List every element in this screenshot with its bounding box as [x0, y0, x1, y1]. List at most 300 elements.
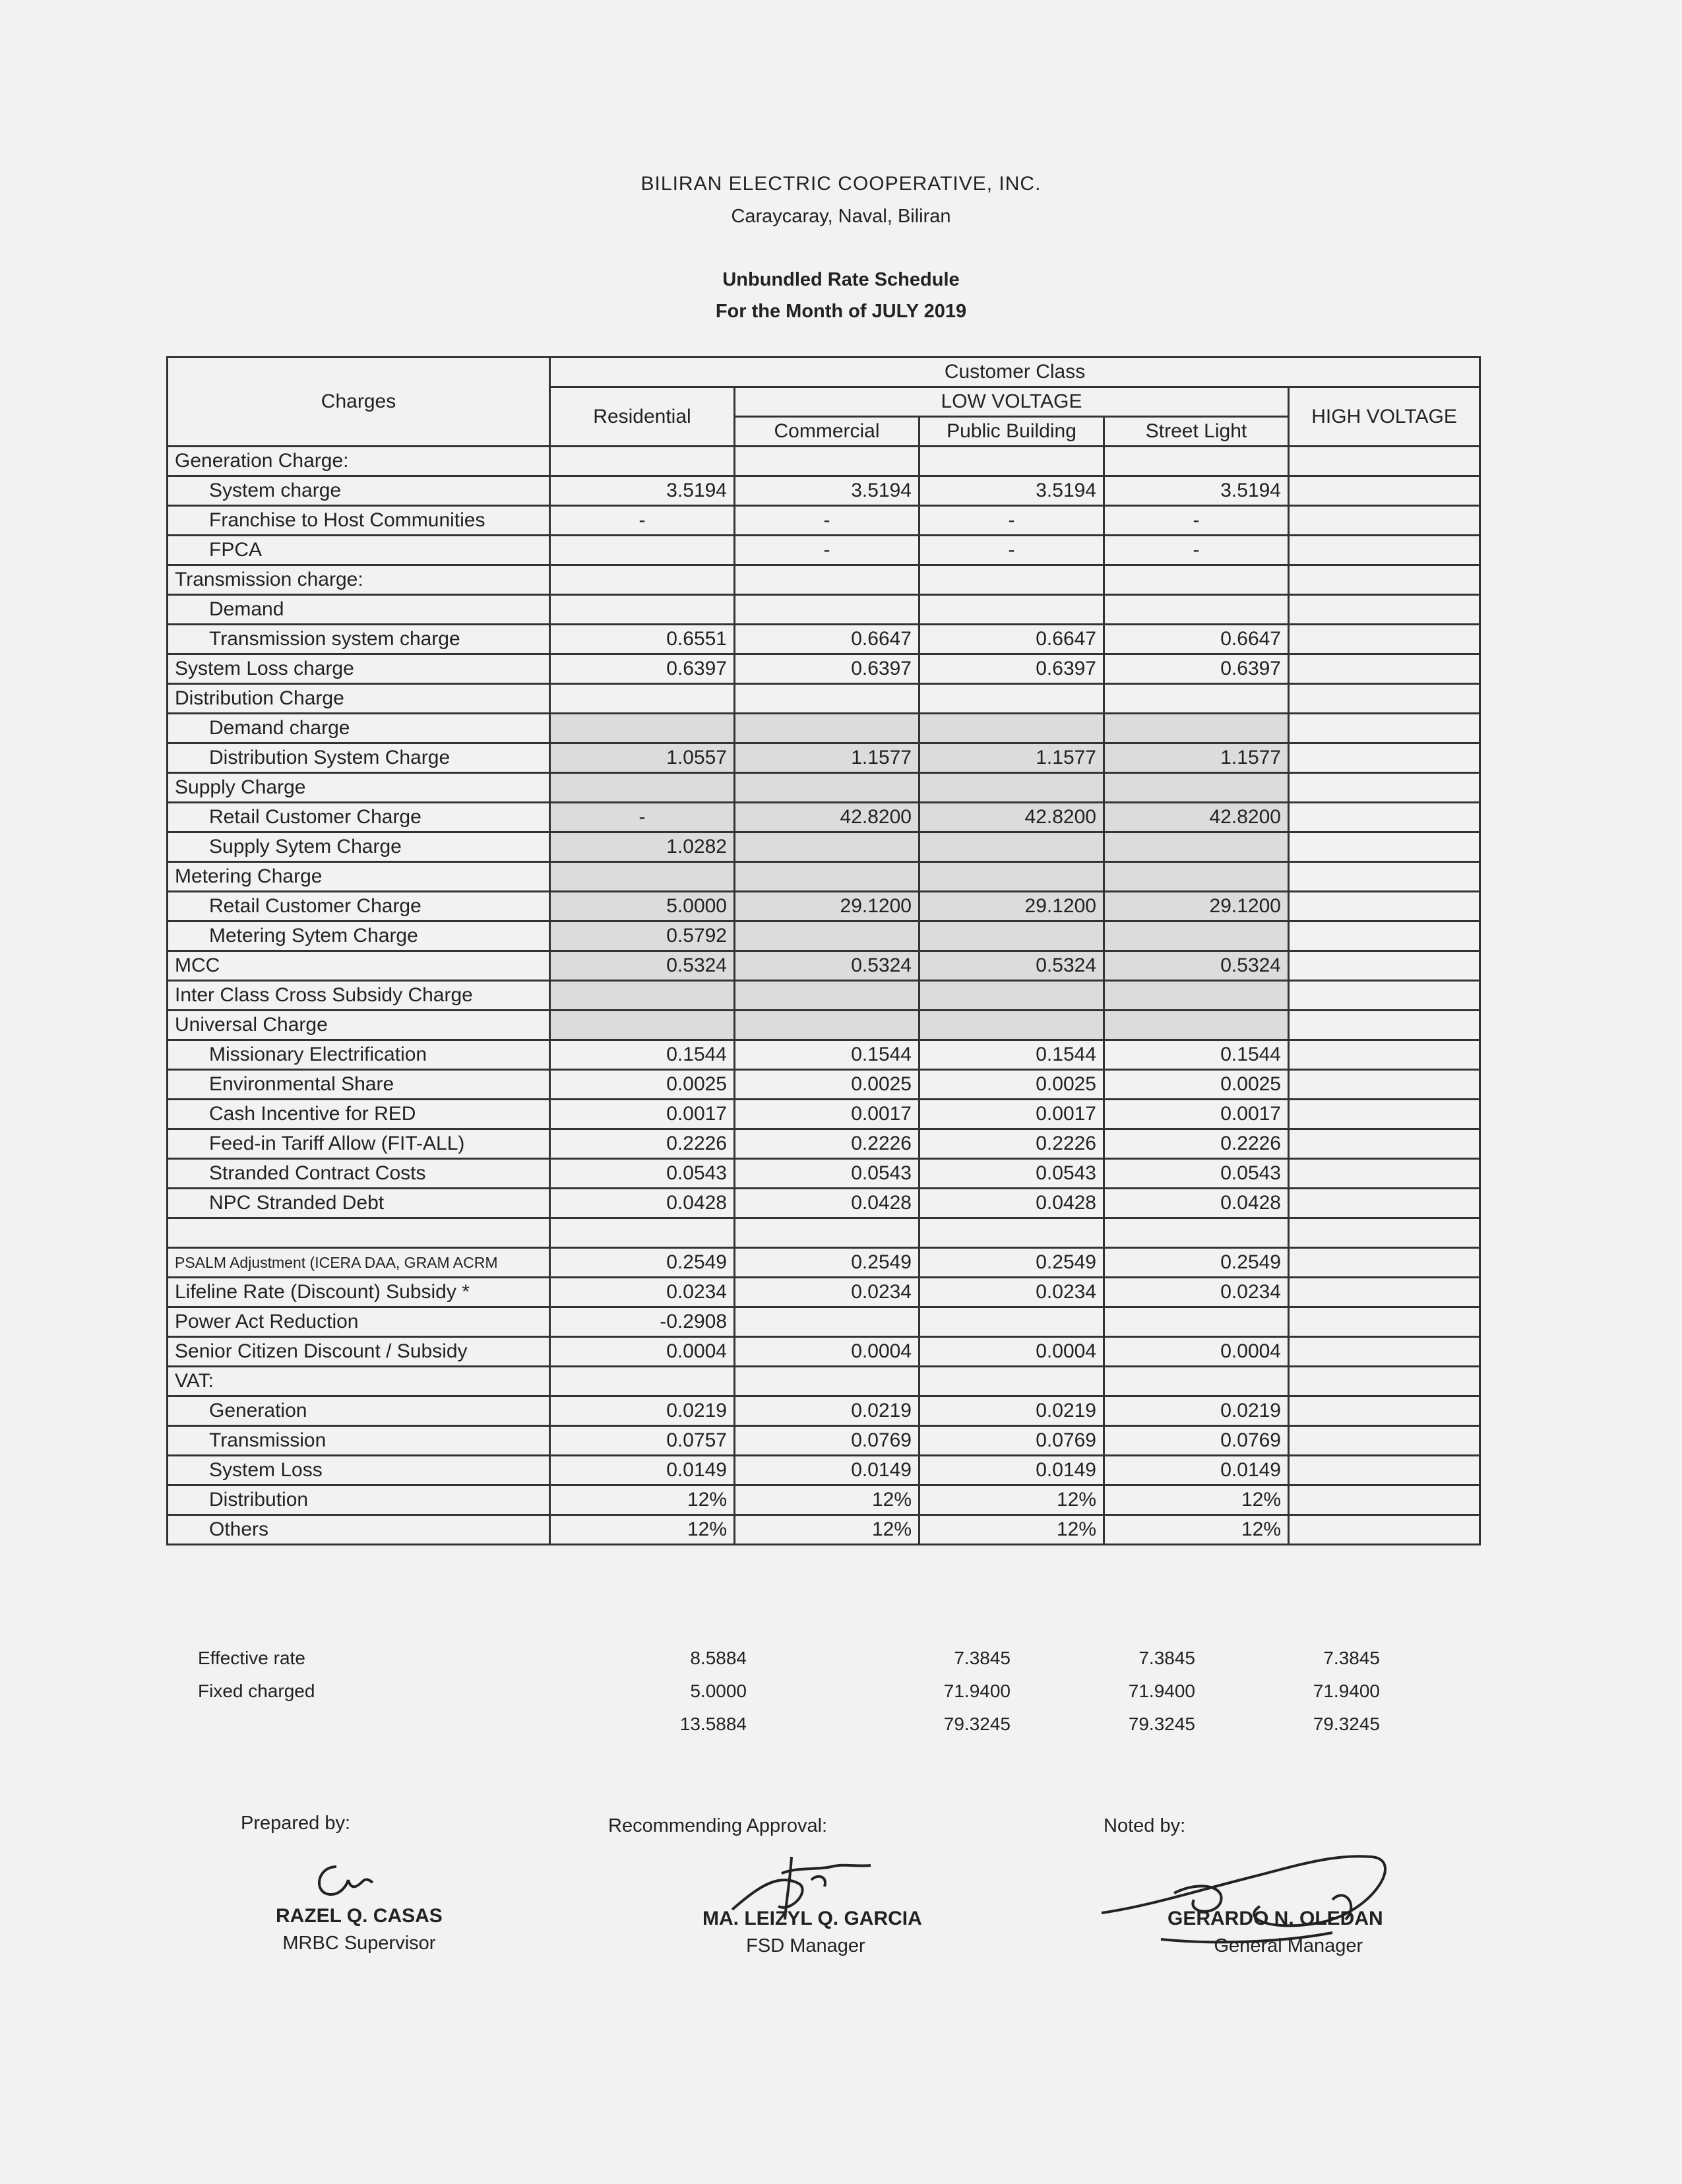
- rate-cell: 0.0543: [1104, 1159, 1289, 1189]
- charge-label: System charge: [168, 476, 550, 506]
- totals-section: [166, 1648, 1479, 1747]
- rate-cell: 0.0769: [1104, 1426, 1289, 1456]
- rate-cell: 1.0557: [550, 743, 735, 773]
- rate-cell: [550, 1011, 735, 1040]
- rate-cell: [1289, 447, 1480, 476]
- col-public-building: Public Building: [919, 417, 1104, 447]
- charge-label: Cash Incentive for RED: [168, 1100, 550, 1129]
- rate-cell: [735, 1218, 919, 1248]
- rate-cell: [1104, 447, 1289, 476]
- rate-cell: [735, 981, 919, 1011]
- charge-label: [168, 1218, 550, 1248]
- rate-cell: 0.0219: [550, 1396, 735, 1426]
- rate-cell: 0.6647: [735, 625, 919, 654]
- rate-cell: [919, 981, 1104, 1011]
- table-row: [168, 476, 1480, 506]
- rate-cell: 3.5194: [1104, 476, 1289, 506]
- charge-label: Metering Sytem Charge: [168, 921, 550, 951]
- rate-cell: 0.0543: [735, 1159, 919, 1189]
- rate-cell: [919, 921, 1104, 951]
- rate-cell: [550, 981, 735, 1011]
- rate-cell: [1289, 1248, 1480, 1278]
- rate-cell: [1104, 981, 1289, 1011]
- rate-cell: [1104, 684, 1289, 714]
- rate-cell: 5.0000: [550, 892, 735, 921]
- rate-cell: [919, 447, 1104, 476]
- signatory-position: FSD Manager: [746, 1935, 865, 1956]
- rate-cell: [1289, 1456, 1480, 1485]
- charge-label: Transmission system charge: [168, 625, 550, 654]
- rate-cell: [735, 565, 919, 595]
- rate-cell: [735, 832, 919, 862]
- signatory-position: General Manager: [1214, 1935, 1363, 1956]
- table-row: [168, 862, 1480, 892]
- table-row: [168, 1129, 1480, 1159]
- signatory-prepared: [241, 1813, 350, 1834]
- rate-cell: [550, 1367, 735, 1396]
- totals-value: 79.3245: [1128, 1714, 1195, 1734]
- charge-label: Environmental Share: [168, 1070, 550, 1100]
- table-row: [168, 1456, 1480, 1485]
- totals-label: Effective rate: [198, 1648, 305, 1668]
- rate-cell: -: [550, 803, 735, 832]
- rate-cell: -: [735, 506, 919, 536]
- charge-label: Power Act Reduction: [168, 1307, 550, 1337]
- rate-cell: [735, 921, 919, 951]
- charge-label: MCC: [168, 951, 550, 981]
- signatory-name: GERARDO N. OLEDAN: [1168, 1908, 1383, 1929]
- rate-cell: [735, 714, 919, 743]
- rate-cell: 1.0282: [550, 832, 735, 862]
- table-row: [168, 684, 1480, 714]
- rate-cell: 0.2549: [919, 1248, 1104, 1278]
- rate-cell: [1289, 625, 1480, 654]
- charge-label: Feed-in Tariff Allow (FIT-ALL): [168, 1129, 550, 1159]
- rate-cell: 0.0025: [919, 1070, 1104, 1100]
- rate-cell: 0.5324: [919, 951, 1104, 981]
- rate-cell: [1289, 1337, 1480, 1367]
- rate-cell: [1289, 476, 1480, 506]
- rate-cell: 0.2226: [1104, 1129, 1289, 1159]
- charge-label: PSALM Adjustment (ICERA DAA, GRAM ACRM: [168, 1248, 550, 1278]
- table-row: [168, 1396, 1480, 1426]
- table-row: [168, 565, 1480, 595]
- table-row: [168, 1485, 1480, 1515]
- rate-cell: [1289, 684, 1480, 714]
- col-high-voltage: HIGH VOLTAGE: [1289, 387, 1480, 447]
- rate-cell: [1104, 921, 1289, 951]
- rate-cell: 0.0004: [919, 1337, 1104, 1367]
- rate-cell: 0.2226: [735, 1129, 919, 1159]
- rate-cell: [1289, 654, 1480, 684]
- charge-label: Inter Class Cross Subsidy Charge: [168, 981, 550, 1011]
- totals-label: Fixed charged: [198, 1681, 315, 1701]
- rate-cell: 0.5324: [550, 951, 735, 981]
- rate-cell: [550, 714, 735, 743]
- charge-label: System Loss: [168, 1456, 550, 1485]
- table-row: [168, 1367, 1480, 1396]
- table-row: [168, 951, 1480, 981]
- rate-cell: [735, 1307, 919, 1337]
- rate-cell: [1289, 1070, 1480, 1100]
- rate-cell: [1289, 1189, 1480, 1218]
- col-commercial: Commercial: [735, 417, 919, 447]
- rate-cell: 0.6397: [919, 654, 1104, 684]
- table-row: [168, 921, 1480, 951]
- table-row: [168, 1159, 1480, 1189]
- rate-cell: [1289, 803, 1480, 832]
- table-row: [168, 1337, 1480, 1367]
- charge-label: Distribution System Charge: [168, 743, 550, 773]
- rate-cell: [1289, 536, 1480, 565]
- rate-cell: [550, 684, 735, 714]
- signatory-name: MA. LEIZYL Q. GARCIA: [702, 1908, 922, 1929]
- signatory-role: Recommending Approval:: [608, 1815, 828, 1836]
- rate-cell: 0.0543: [550, 1159, 735, 1189]
- rate-cell: 0.0234: [919, 1278, 1104, 1307]
- table-row: [168, 743, 1480, 773]
- totals-value: 71.9400: [1313, 1681, 1380, 1701]
- rate-cell: 1.1577: [735, 743, 919, 773]
- rate-cell: 0.0004: [735, 1337, 919, 1367]
- rate-cell: -: [1104, 506, 1289, 536]
- table-row: [168, 1100, 1480, 1129]
- customer-class-header: Customer Class: [550, 358, 1480, 387]
- rate-cell: [550, 1218, 735, 1248]
- totals-value: 8.5884: [690, 1648, 747, 1668]
- rate-cell: 0.0234: [1104, 1278, 1289, 1307]
- rate-cell: [919, 1011, 1104, 1040]
- charge-label: Lifeline Rate (Discount) Subsidy *: [168, 1278, 550, 1307]
- signatory-noted: [1104, 1815, 1185, 1837]
- rate-cell: 0.0025: [735, 1070, 919, 1100]
- org-address: Caraycaray, Naval, Biliran: [731, 206, 951, 227]
- rate-cell: 0.0017: [550, 1100, 735, 1129]
- rate-cell: 0.1544: [919, 1040, 1104, 1070]
- charge-label: Generation Charge:: [168, 447, 550, 476]
- rate-cell: [1289, 892, 1480, 921]
- signatory-role: Noted by:: [1104, 1815, 1186, 1836]
- rate-cell: [1289, 951, 1480, 981]
- rate-cell: [1289, 1011, 1480, 1040]
- rate-cell: [919, 684, 1104, 714]
- charge-label: Universal Charge: [168, 1011, 550, 1040]
- rate-cell: 1.1577: [1104, 743, 1289, 773]
- rate-cell: 0.0219: [735, 1396, 919, 1426]
- rate-cell: 0.0004: [1104, 1337, 1289, 1367]
- rate-cell: [1104, 1307, 1289, 1337]
- rate-cell: [1104, 862, 1289, 892]
- table-row: [168, 1248, 1480, 1278]
- rate-cell: [1104, 714, 1289, 743]
- rate-cell: [919, 595, 1104, 625]
- col-street-light: Street Light: [1104, 417, 1289, 447]
- rate-cell: [1289, 1367, 1480, 1396]
- rate-cell: 0.2549: [1104, 1248, 1289, 1278]
- signatory-prepared-name-block: [276, 1905, 443, 1954]
- totals-value: 79.3245: [1313, 1714, 1380, 1734]
- charge-label: Demand: [168, 595, 550, 625]
- rate-cell: [1289, 832, 1480, 862]
- rate-cell: [1289, 1396, 1480, 1426]
- rate-cell: 42.8200: [735, 803, 919, 832]
- table-row: [168, 447, 1480, 476]
- rate-cell: 0.0149: [1104, 1456, 1289, 1485]
- charge-label: Stranded Contract Costs: [168, 1159, 550, 1189]
- charge-label: FPCA: [168, 536, 550, 565]
- rate-cell: 0.1544: [1104, 1040, 1289, 1070]
- rate-cell: 0.5324: [735, 951, 919, 981]
- rate-cell: 0.0428: [1104, 1189, 1289, 1218]
- rate-cell: [1289, 981, 1480, 1011]
- rate-cell: [919, 1367, 1104, 1396]
- table-row: [168, 536, 1480, 565]
- totals-value: 7.3845: [954, 1648, 1011, 1668]
- table-row: [168, 1011, 1480, 1040]
- rate-cell: 0.1544: [735, 1040, 919, 1070]
- signature-casas-icon: [310, 1854, 383, 1906]
- rate-cell: 0.0025: [550, 1070, 735, 1100]
- rate-cell: 0.0428: [735, 1189, 919, 1218]
- rate-cell: 0.0543: [919, 1159, 1104, 1189]
- rate-cell: [1289, 1159, 1480, 1189]
- rate-cell: 0.2549: [735, 1248, 919, 1278]
- table-row: [168, 625, 1480, 654]
- rate-cell: 0.0769: [735, 1426, 919, 1456]
- rate-cell: 0.0025: [1104, 1070, 1289, 1100]
- rate-cell: [735, 1367, 919, 1396]
- charge-label: Distribution Charge: [168, 684, 550, 714]
- rate-cell: [550, 447, 735, 476]
- table-row: [168, 1307, 1480, 1337]
- table-row: [168, 773, 1480, 803]
- rate-cell: [1104, 773, 1289, 803]
- rate-cell: [1104, 595, 1289, 625]
- org-name: BILIRAN ELECTRIC COOPERATIVE, INC.: [640, 173, 1042, 195]
- table-row: [168, 595, 1480, 625]
- rate-cell: [550, 862, 735, 892]
- rate-cell: 0.0149: [735, 1456, 919, 1485]
- rate-cell: [919, 565, 1104, 595]
- rate-cell: [1289, 1100, 1480, 1129]
- rate-cell: [735, 447, 919, 476]
- charge-label: Distribution: [168, 1485, 550, 1515]
- rate-cell: [550, 773, 735, 803]
- rate-cell: 12%: [1104, 1515, 1289, 1545]
- rate-cell: [919, 773, 1104, 803]
- table-row: [168, 714, 1480, 743]
- rate-cell: 0.0234: [550, 1278, 735, 1307]
- rate-cell: 0.2549: [550, 1248, 735, 1278]
- rate-cell: 0.0149: [919, 1456, 1104, 1485]
- totals-row: [166, 1714, 1479, 1747]
- signatory-recommending: [608, 1815, 827, 1837]
- rate-table-body: [168, 447, 1480, 1545]
- rate-cell: [1289, 773, 1480, 803]
- rate-cell: 3.5194: [919, 476, 1104, 506]
- totals-value: 7.3845: [1323, 1648, 1380, 1668]
- rate-cell: 29.1200: [919, 892, 1104, 921]
- rate-cell: -: [919, 536, 1104, 565]
- table-row: [168, 832, 1480, 862]
- rate-cell: [919, 1307, 1104, 1337]
- rate-cell: 42.8200: [1104, 803, 1289, 832]
- rate-cell: [735, 862, 919, 892]
- rate-cell: [1289, 1129, 1480, 1159]
- table-row: [168, 1278, 1480, 1307]
- charge-label: Demand charge: [168, 714, 550, 743]
- col-residential: Residential: [550, 387, 735, 447]
- charge-label: Retail Customer Charge: [168, 892, 550, 921]
- charge-label: Others: [168, 1515, 550, 1545]
- charge-label: Generation: [168, 1396, 550, 1426]
- table-row: [168, 654, 1480, 684]
- charge-label: Missionary Electrification: [168, 1040, 550, 1070]
- rate-cell: [1289, 506, 1480, 536]
- rate-cell: 0.0428: [919, 1189, 1104, 1218]
- table-row: [168, 1218, 1480, 1248]
- table-row: [168, 892, 1480, 921]
- rate-cell: -: [735, 536, 919, 565]
- rate-cell: 0.2226: [919, 1129, 1104, 1159]
- rate-cell: 12%: [550, 1485, 735, 1515]
- rate-cell: [1104, 1218, 1289, 1248]
- rate-cell: 42.8200: [919, 803, 1104, 832]
- rate-cell: 0.0017: [735, 1100, 919, 1129]
- rate-cell: [919, 862, 1104, 892]
- rate-cell: -: [550, 506, 735, 536]
- signatory-role: Prepared by:: [241, 1813, 351, 1834]
- table-row: [168, 1070, 1480, 1100]
- doc-title: Unbundled Rate Schedule: [722, 269, 960, 290]
- rate-cell: 3.5194: [735, 476, 919, 506]
- table-row: [168, 981, 1480, 1011]
- charge-label: Supply Charge: [168, 773, 550, 803]
- rate-cell: [550, 536, 735, 565]
- rate-cell: 0.0017: [1104, 1100, 1289, 1129]
- signatory-position: MRBC Supervisor: [282, 1933, 436, 1954]
- charge-label: VAT:: [168, 1367, 550, 1396]
- rate-cell: 0.6647: [1104, 625, 1289, 654]
- totals-value: 79.3245: [943, 1714, 1011, 1734]
- rate-cell: 12%: [919, 1485, 1104, 1515]
- rate-cell: 0.0149: [550, 1456, 735, 1485]
- charge-label: System Loss charge: [168, 654, 550, 684]
- rate-cell: [919, 1218, 1104, 1248]
- totals-value: 5.0000: [690, 1681, 747, 1701]
- rate-cell: [735, 684, 919, 714]
- doc-month: For the Month of JULY 2019: [715, 301, 967, 322]
- rate-cell: 0.0017: [919, 1100, 1104, 1129]
- rate-cell: 12%: [735, 1485, 919, 1515]
- totals-value: 71.9400: [1128, 1681, 1195, 1701]
- rate-cell: -: [1104, 536, 1289, 565]
- charge-label: Metering Charge: [168, 862, 550, 892]
- charges-header: Charges: [168, 358, 550, 447]
- table-row: [168, 803, 1480, 832]
- rate-cell: [1289, 595, 1480, 625]
- rate-cell: 0.0004: [550, 1337, 735, 1367]
- rate-cell: 29.1200: [1104, 892, 1289, 921]
- rate-cell: [550, 565, 735, 595]
- rate-cell: [735, 595, 919, 625]
- totals-row: [166, 1681, 1479, 1714]
- rate-cell: [1104, 1011, 1289, 1040]
- rate-cell: 0.2226: [550, 1129, 735, 1159]
- totals-value: 7.3845: [1138, 1648, 1195, 1668]
- rate-cell: 0.0757: [550, 1426, 735, 1456]
- table-row: [168, 1426, 1480, 1456]
- table-row: [168, 1040, 1480, 1070]
- rate-cell: 12%: [550, 1515, 735, 1545]
- totals-row: [166, 1648, 1479, 1681]
- signature-oledan-icon: [1095, 1840, 1405, 1946]
- rate-cell: [1289, 921, 1480, 951]
- rate-cell: 0.1544: [550, 1040, 735, 1070]
- rate-cell: 0.0769: [919, 1426, 1104, 1456]
- rate-cell: [735, 773, 919, 803]
- rate-cell: [1289, 1218, 1480, 1248]
- rate-cell: [1289, 743, 1480, 773]
- charge-label: Senior Citizen Discount / Subsidy: [168, 1337, 550, 1367]
- rate-cell: 0.6551: [550, 625, 735, 654]
- rate-cell: [1104, 565, 1289, 595]
- rate-cell: 0.6397: [735, 654, 919, 684]
- rate-cell: [1289, 1307, 1480, 1337]
- charge-label: Transmission charge:: [168, 565, 550, 595]
- rate-cell: -: [919, 506, 1104, 536]
- signature-garcia-icon: [712, 1847, 884, 1933]
- rate-cell: [550, 595, 735, 625]
- rate-cell: 0.0219: [919, 1396, 1104, 1426]
- rate-cell: [1289, 1515, 1480, 1545]
- rate-cell: [1289, 862, 1480, 892]
- rate-cell: 0.0428: [550, 1189, 735, 1218]
- rate-cell: [1104, 832, 1289, 862]
- rate-cell: 29.1200: [735, 892, 919, 921]
- rate-cell: [1289, 714, 1480, 743]
- rate-cell: 0.6397: [550, 654, 735, 684]
- rate-cell: 1.1577: [919, 743, 1104, 773]
- rate-cell: [1104, 1367, 1289, 1396]
- table-row: [168, 506, 1480, 536]
- rate-cell: [1289, 1485, 1480, 1515]
- charge-label: Retail Customer Charge: [168, 803, 550, 832]
- totals-value: 71.9400: [943, 1681, 1011, 1701]
- rate-cell: [919, 714, 1104, 743]
- rate-cell: 0.6647: [919, 625, 1104, 654]
- rate-cell: [1289, 1278, 1480, 1307]
- charge-label: Franchise to Host Communities: [168, 506, 550, 536]
- rate-cell: 0.5324: [1104, 951, 1289, 981]
- rate-cell: 3.5194: [550, 476, 735, 506]
- charge-label: NPC Stranded Debt: [168, 1189, 550, 1218]
- rate-cell: [1289, 1426, 1480, 1456]
- rate-cell: 0.0219: [1104, 1396, 1289, 1426]
- rate-cell: 12%: [735, 1515, 919, 1545]
- rate-cell: 0.6397: [1104, 654, 1289, 684]
- rate-cell: [919, 832, 1104, 862]
- rate-cell: 0.0234: [735, 1278, 919, 1307]
- rate-cell: 0.5792: [550, 921, 735, 951]
- charge-label: Transmission: [168, 1426, 550, 1456]
- rate-cell: 12%: [1104, 1485, 1289, 1515]
- charge-label: Supply Sytem Charge: [168, 832, 550, 862]
- rate-cell: [735, 1011, 919, 1040]
- rate-table: [166, 356, 1481, 1545]
- rate-cell: [1289, 1040, 1480, 1070]
- rate-cell: [1289, 565, 1480, 595]
